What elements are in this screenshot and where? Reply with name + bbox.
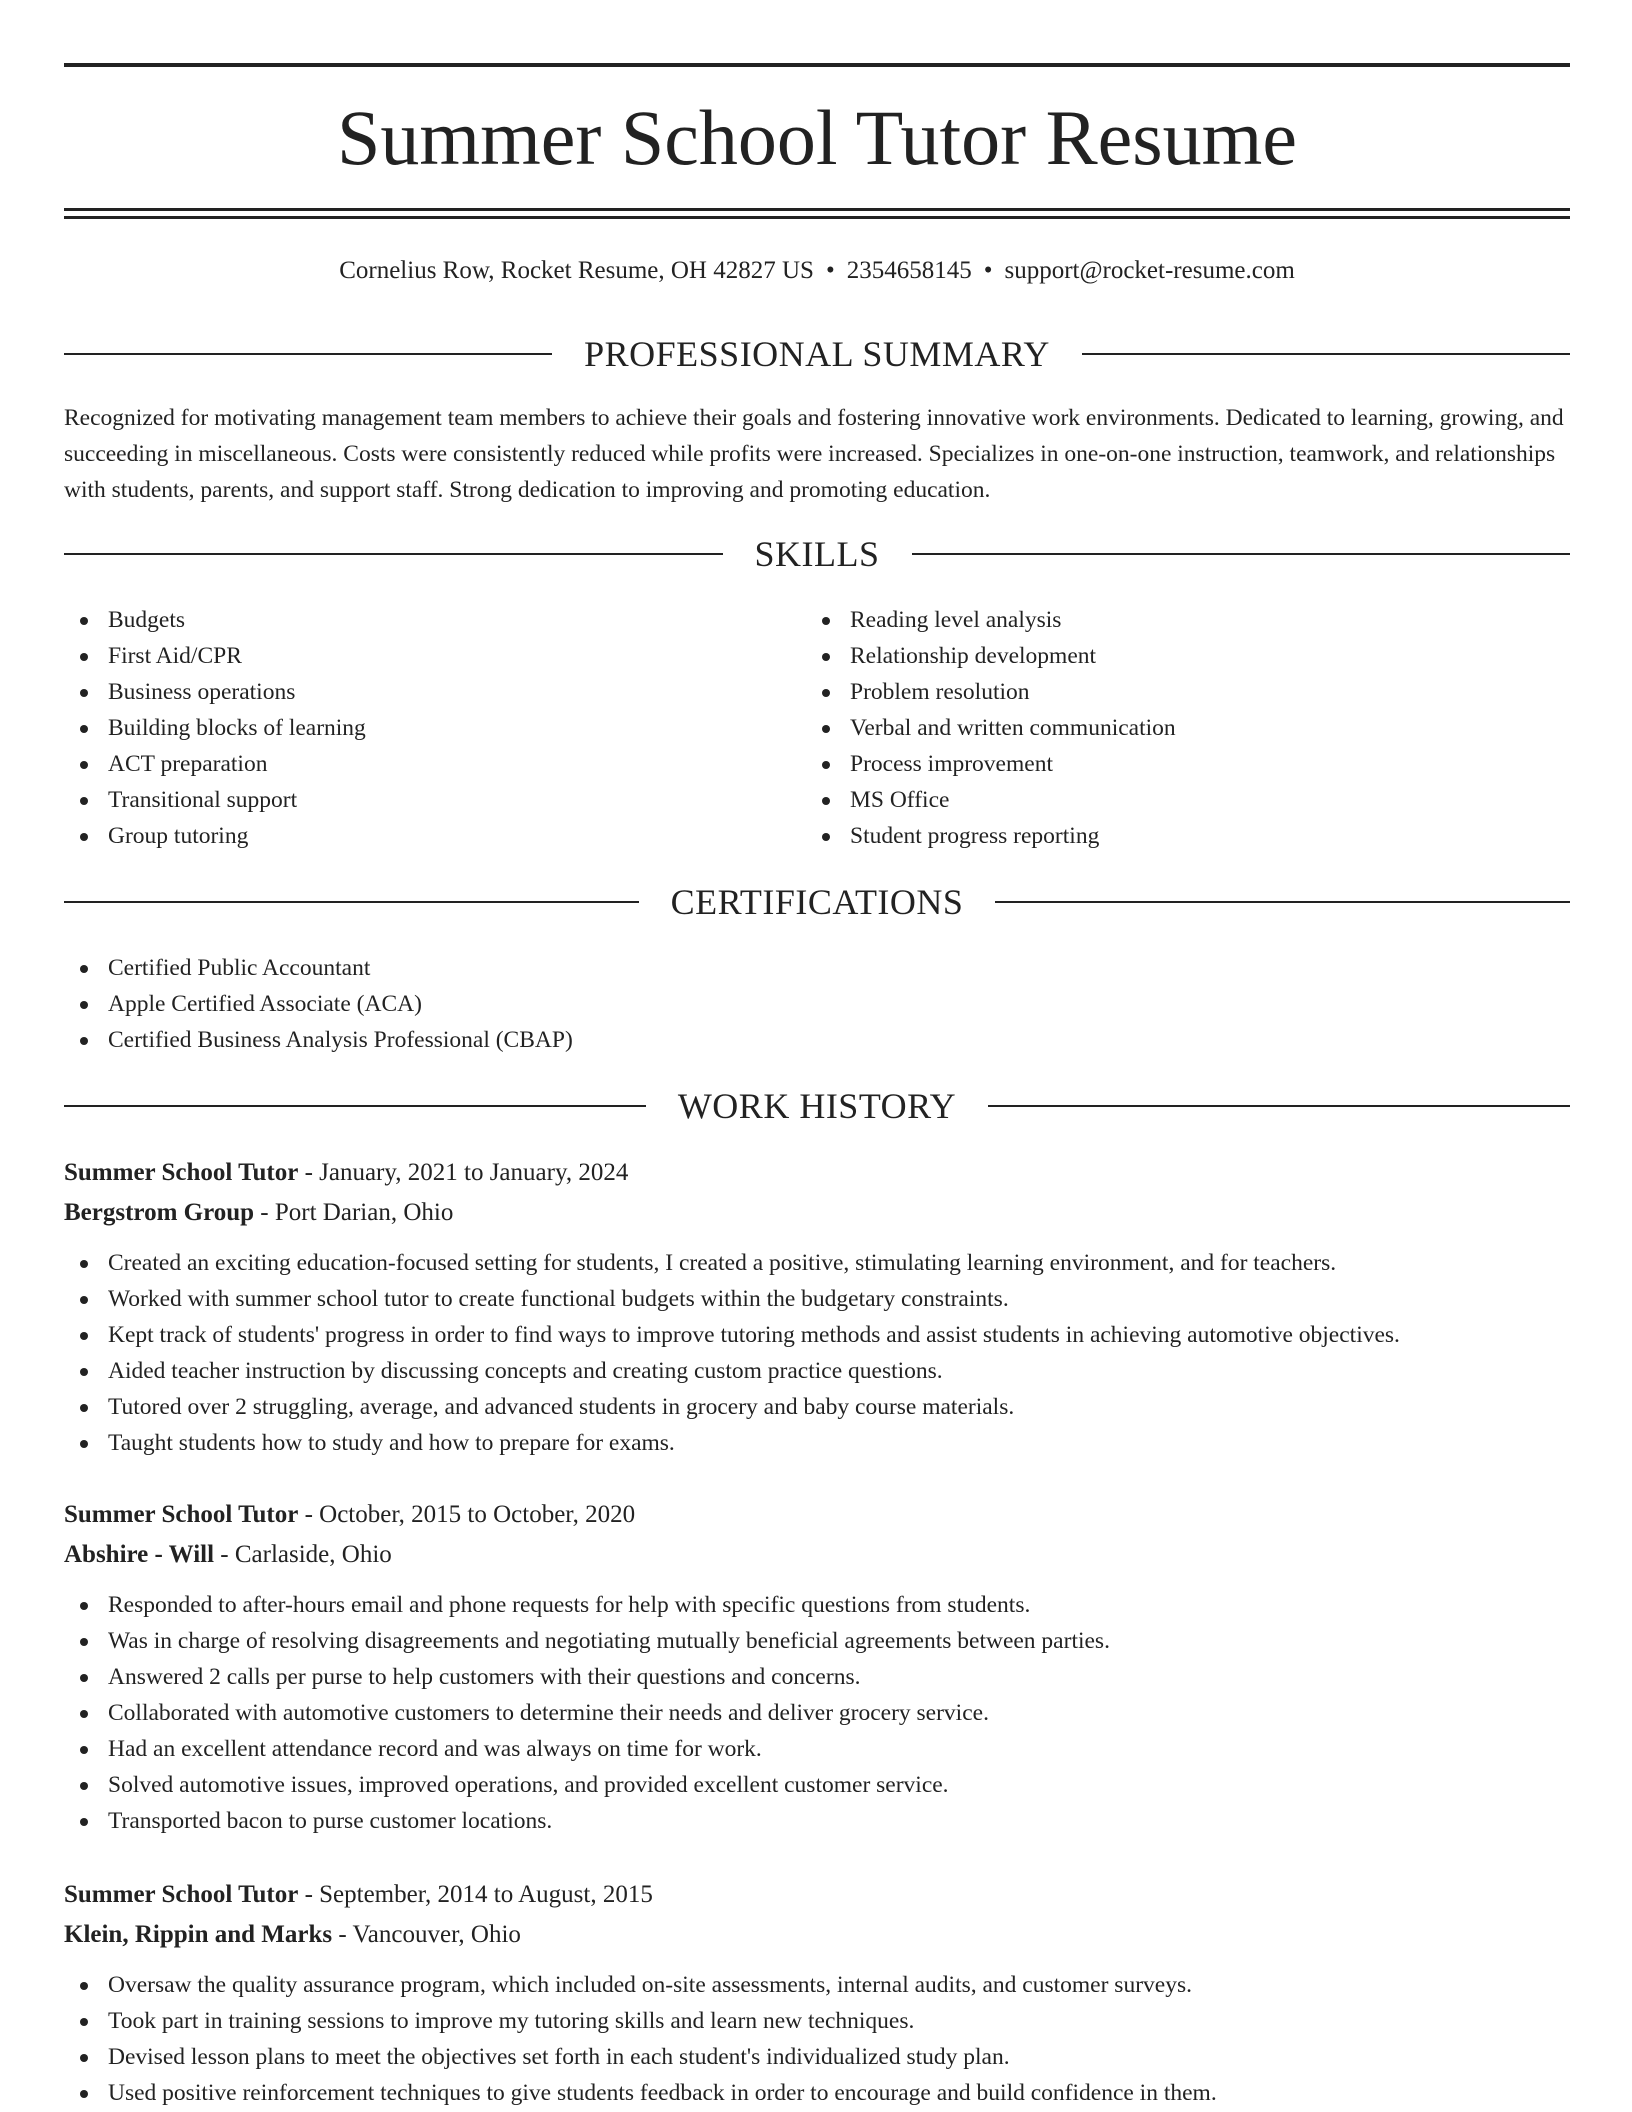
job-entry [64,1495,1570,1839]
skill-item: Group tutoring [64,818,804,854]
certification-item: Certified Public Accountant [64,950,1570,986]
job-bullet: Responded to after-hours email and phone requests for help with specific questions from students. [64,1587,1570,1623]
skill-item: Transitional support [64,782,804,818]
certifications-heading-label: CERTIFICATIONS [670,882,964,922]
skill-item: First Aid/CPR [64,638,804,674]
skill-item: MS Office [806,782,1566,818]
heading-rule-left [64,1105,646,1107]
job-bullets [64,1245,1570,1461]
job-title: Summer School Tutor [64,1881,299,1908]
skill-item: Relationship development [806,638,1566,674]
contact-email: support@rocket-resume.com [1004,257,1295,284]
job-dates: - January, 2021 to January, 2024 [298,1159,629,1186]
job-bullet: Aided teacher instruction by discussing concepts and creating custom practice questions. [64,1353,1570,1389]
job-dates: - October, 2015 to October, 2020 [298,1501,636,1528]
job-company-line [64,1193,1570,1233]
summary-heading [64,332,1570,376]
job-company: Bergstrom Group [64,1199,255,1226]
skill-item: Reading level analysis [806,602,1566,638]
skills-list-left [64,602,804,854]
job-bullet: Answered 2 calls per purse to help customers with their questions and concerns. [64,1659,1570,1695]
job-entry [64,1875,1570,2111]
heading-rule-left [64,901,639,903]
contact-address: Cornelius Row, Rocket Resume, OH 42827 US [339,257,814,284]
summary-text: Recognized for motivating management team members to achieve their goals and fostering innovative work environments. Dedicated to learning, growing, and succeeding in miscellaneous. Costs were consistently reduced while profits were increased. Specializes in one-on-one instruction, teamwork, and relationships with students, parents, and support staff. Strong dedication to improving and promoting education. [64,405,1564,503]
job-title: Summer School Tutor [64,1159,299,1186]
heading-rule-right [995,901,1570,903]
heading-rule-right [912,553,1571,555]
resume-title: Summer School Tutor Resume [337,94,1297,181]
job-bullet: Worked with summer school tutor to create functional budgets within the budgetary constraints. [64,1281,1570,1317]
contact-separator: • [825,257,835,284]
certifications-list [64,950,1570,1058]
job-bullet: Used positive reinforcement techniques to give students feedback in order to encourage and build confidence in them. [64,2075,1570,2111]
job-bullet: Devised lesson plans to meet the objectives set forth in each student's individualized study plan. [64,2039,1570,2075]
certification-item: Apple Certified Associate (ACA) [64,986,1570,1022]
contact-phone: 2354658145 [846,257,972,284]
job-bullets [64,1967,1570,2111]
skills-heading [64,532,1570,576]
summary-heading-label: PROFESSIONAL SUMMARY [584,334,1050,374]
job-bullet: Tutored over 2 struggling, average, and advanced students in grocery and baby course materials. [64,1389,1570,1425]
contact-line [64,254,1570,288]
skill-item: ACT preparation [64,746,804,782]
job-bullet: Had an excellent attendance record and was always on time for work. [64,1731,1570,1767]
job-bullet: Solved automotive issues, improved operations, and provided excellent customer service. [64,1767,1570,1803]
heading-rule-left [64,553,723,555]
job-bullet: Collaborated with automotive customers to determine their needs and deliver grocery service. [64,1695,1570,1731]
job-company-line [64,1915,1570,1955]
skill-item: Building blocks of learning [64,710,804,746]
header-top-rule [64,63,1570,67]
job-company: Abshire - Will [64,1541,215,1568]
skills-list-right [806,602,1566,854]
job-bullet: Oversaw the quality assurance program, which included on-site assessments, internal audits, and customer surveys. [64,1967,1570,2003]
job-title-line [64,1495,1570,1535]
job-title-line [64,1875,1570,1915]
job-title-line [64,1153,1570,1193]
skill-item: Problem resolution [806,674,1566,710]
job-dates: - September, 2014 to August, 2015 [298,1881,653,1908]
contact-separator: • [983,257,993,284]
job-location: - Carlaside, Ohio [214,1541,392,1568]
skill-item: Process improvement [806,746,1566,782]
job-bullet: Was in charge of resolving disagreements and negotiating mutually beneficial agreements between parties. [64,1623,1570,1659]
heading-rule-right [1082,353,1570,355]
skill-item: Budgets [64,602,804,638]
job-bullets [64,1587,1570,1839]
job-bullet: Taught students how to study and how to prepare for exams. [64,1425,1570,1461]
certifications-heading [64,880,1570,924]
job-bullet: Took part in training sessions to improve my tutoring skills and learn new techniques. [64,2003,1570,2039]
skill-item: Student progress reporting [806,818,1566,854]
job-bullet: Kept track of students' progress in order to find ways to improve tutoring methods and assist students in achieving automotive objectives. [64,1317,1570,1353]
heading-rule-right [988,1105,1570,1107]
job-company-line [64,1535,1570,1575]
job-title: Summer School Tutor [64,1501,299,1528]
work-history-heading-label: WORK HISTORY [677,1086,957,1126]
work-history-heading [64,1084,1570,1128]
job-location: - Port Darian, Ohio [254,1199,454,1226]
job-bullet: Created an exciting education-focused setting for students, I created a positive, stimulating learning environment, and for teachers. [64,1245,1570,1281]
job-bullet: Transported bacon to purse customer locations. [64,1803,1570,1839]
skills-heading-label: SKILLS [754,534,880,574]
job-location: - Vancouver, Ohio [332,1921,521,1948]
heading-rule-left [64,353,552,355]
skill-item: Business operations [64,674,804,710]
certification-item: Certified Business Analysis Professional (CBAP) [64,1022,1570,1058]
job-entry [64,1153,1570,1461]
header-double-rule [64,208,1570,219]
skill-item: Verbal and written communication [806,710,1566,746]
job-company: Klein, Rippin and Marks [64,1921,333,1948]
